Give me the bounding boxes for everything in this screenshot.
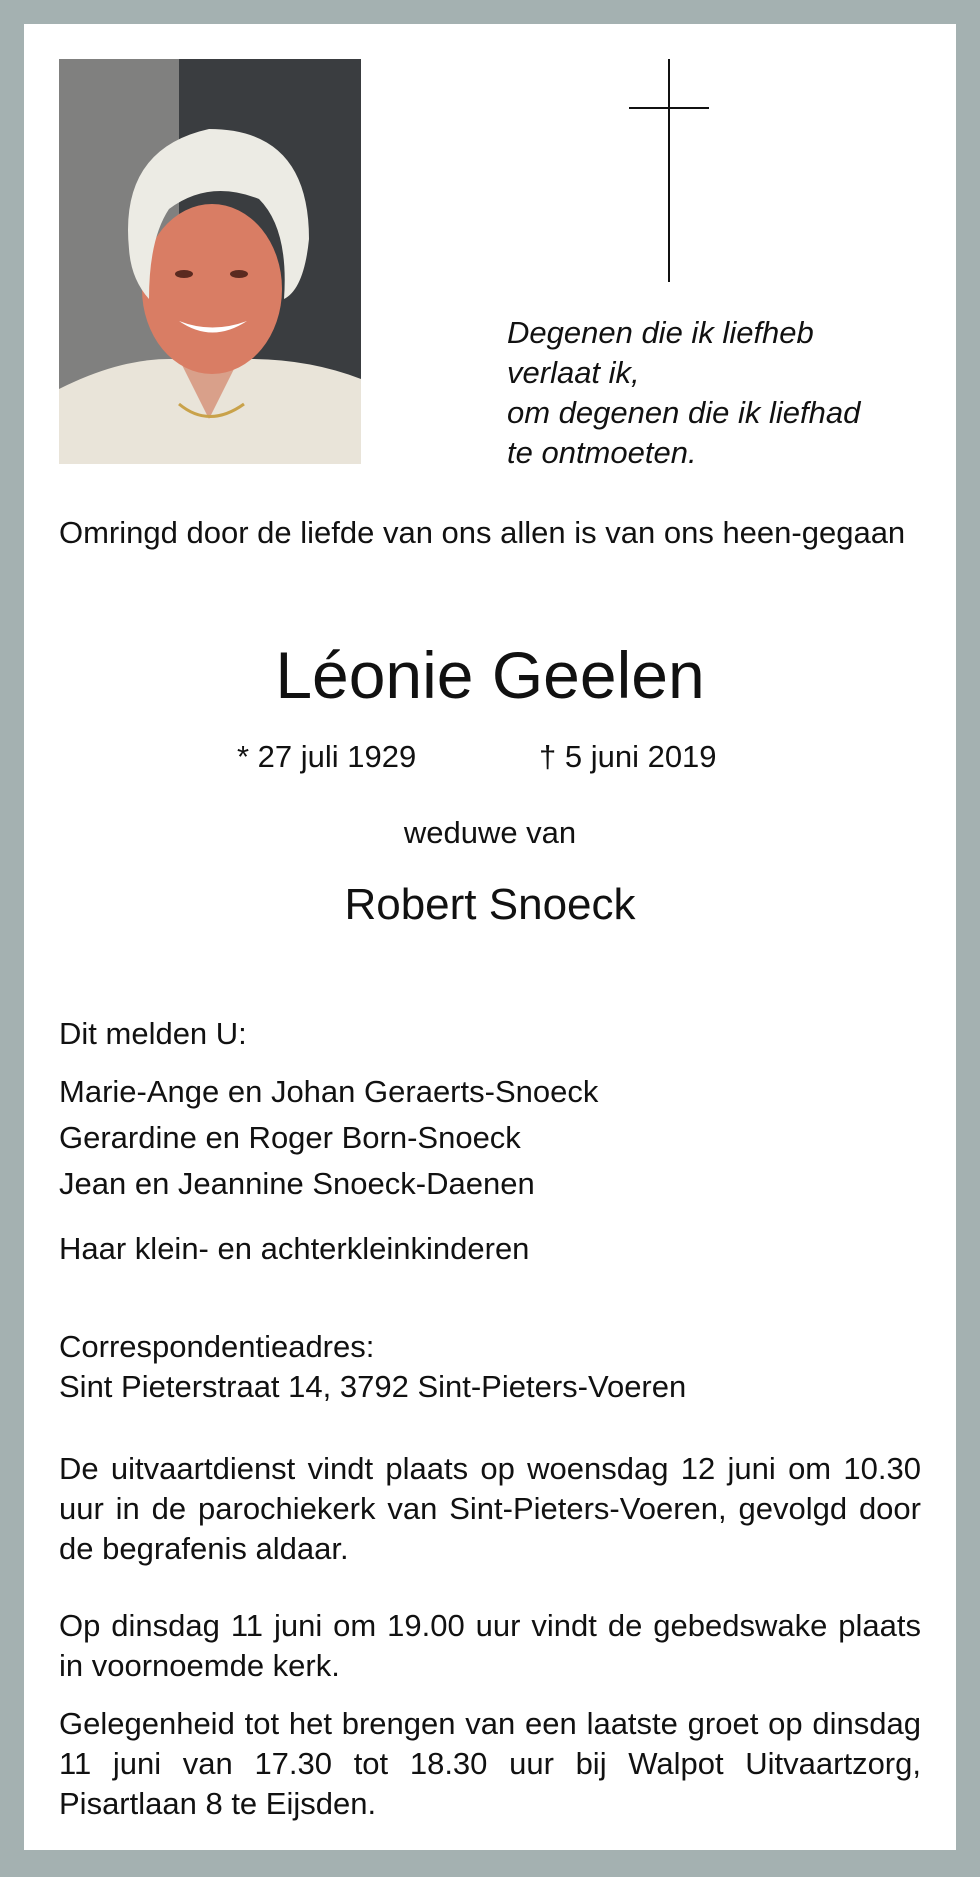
family-line: Marie-Ange en Johan Geraerts-Snoeck	[59, 1074, 599, 1109]
obituary-card	[24, 24, 956, 1850]
deceased-name: Léonie Geelen	[275, 638, 705, 712]
portrait-photo	[59, 59, 361, 464]
verse-line: verlaat ik,	[507, 355, 640, 390]
correspondence-address: Sint Pieterstraat 14, 3792 Sint-Pieters-Voeren	[59, 1369, 687, 1404]
family-line: Jean en Jeannine Snoeck-Daenen	[59, 1166, 535, 1201]
verse-line: om degenen die ik liefhad	[507, 395, 861, 430]
widow-of-label: weduwe van	[403, 815, 577, 850]
announcers-heading: Dit melden U:	[59, 1016, 247, 1051]
verse-quote	[507, 313, 927, 473]
grandchildren-line: Haar klein- en achterkleinkinderen	[59, 1231, 530, 1266]
verse-line: te ontmoeten.	[507, 435, 697, 470]
intro-text: Omringd door de liefde van ons allen is van ons heen-gegaan	[59, 515, 906, 550]
correspondence-label: Correspondentieadres:	[59, 1329, 375, 1364]
death-date: † 5 juni 2019	[539, 739, 717, 774]
spouse-name: Robert Snoeck	[344, 880, 636, 929]
birth-date: * 27 juli 1929	[237, 739, 417, 774]
family-line: Gerardine en Roger Born-Snoeck	[59, 1120, 521, 1155]
farewell-info: Gelegenheid tot het brengen van een laatste groet op dinsdag 11 juni van 17.30 tot 18.30 uur bij Walpot Uitvaartzorg, Pisartlaan 8 te Eijsden.	[59, 1706, 921, 1821]
vigil-info: Op dinsdag 11 juni om 19.00 uur vindt de gebedswake plaats in voornoemde kerk.	[59, 1608, 921, 1683]
cross-icon	[629, 59, 709, 282]
verse-line: Degenen die ik liefheb	[507, 315, 814, 350]
funeral-info: De uitvaartdienst vindt plaats op woensdag 12 juni om 10.30 uur in de parochiekerk van Sint-Pieters-Voeren, gevolgd door de begrafenis aldaar.	[59, 1451, 921, 1566]
